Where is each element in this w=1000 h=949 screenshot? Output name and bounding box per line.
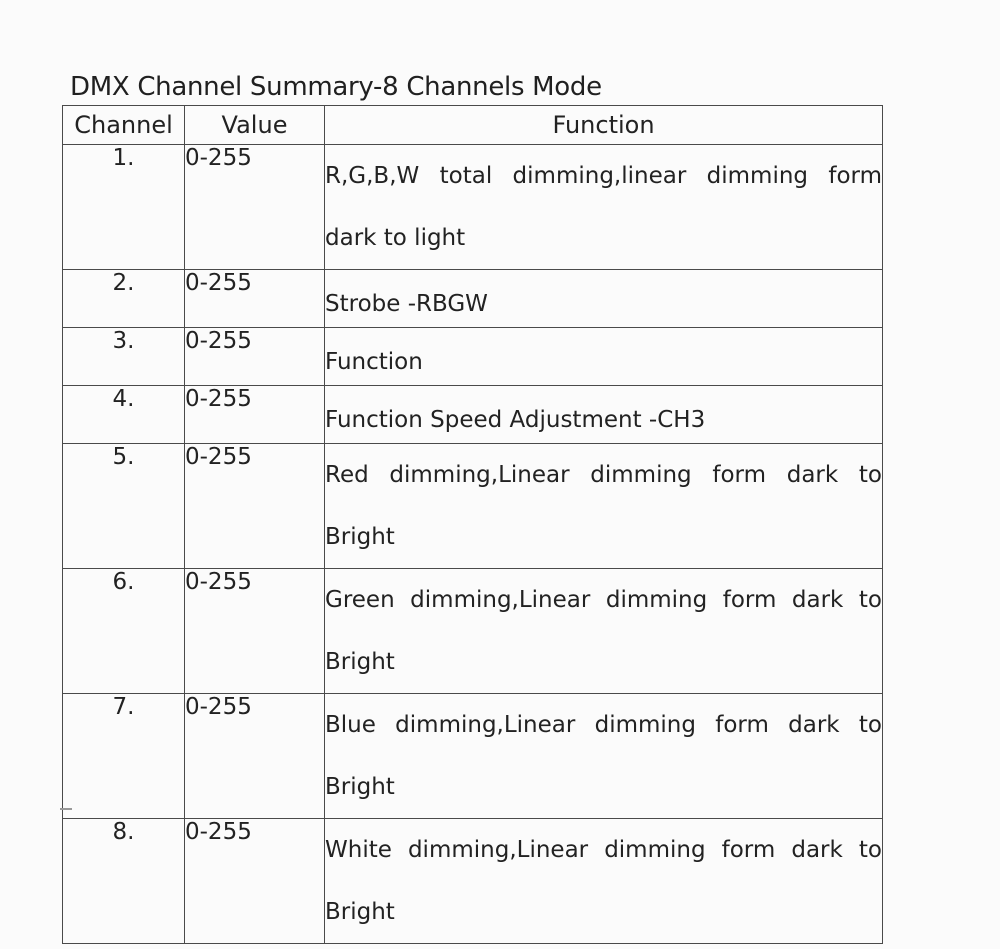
header-value: Value bbox=[185, 106, 325, 145]
channel-cell: 8. bbox=[63, 819, 185, 944]
function-cell: Function Speed Adjustment -CH3 bbox=[325, 386, 883, 444]
channel-cell: 6. bbox=[63, 569, 185, 694]
header-channel: Channel bbox=[63, 106, 185, 145]
channel-cell: 3. bbox=[63, 328, 185, 386]
channel-cell: 1. bbox=[63, 145, 185, 270]
page-margin-mark bbox=[60, 808, 72, 810]
table-title: DMX Channel Summary-8 Channels Mode bbox=[70, 72, 602, 102]
function-cell: Strobe -RBGW bbox=[325, 270, 883, 328]
value-cell: 0-255 bbox=[185, 444, 325, 569]
table-row bbox=[63, 819, 883, 944]
table-row bbox=[63, 386, 883, 444]
table-row bbox=[63, 694, 883, 819]
channel-cell: 4. bbox=[63, 386, 185, 444]
table-row bbox=[63, 328, 883, 386]
function-cell: White dimming,Linear dimming form dark to Bright bbox=[325, 819, 883, 944]
table-row bbox=[63, 569, 883, 694]
table-row bbox=[63, 444, 883, 569]
dmx-channel-table bbox=[62, 105, 883, 944]
value-cell: 0-255 bbox=[185, 386, 325, 444]
value-cell: 0-255 bbox=[185, 270, 325, 328]
value-cell: 0-255 bbox=[185, 819, 325, 944]
function-cell: Function bbox=[325, 328, 883, 386]
function-cell: Blue dimming,Linear dimming form dark to Bright bbox=[325, 694, 883, 819]
table-row bbox=[63, 145, 883, 270]
function-cell: Green dimming,Linear dimming form dark to Bright bbox=[325, 569, 883, 694]
channel-cell: 2. bbox=[63, 270, 185, 328]
function-cell: R,G,B,W total dimming,linear dimming form dark to light bbox=[325, 145, 883, 270]
function-cell: Red dimming,Linear dimming form dark to Bright bbox=[325, 444, 883, 569]
value-cell: 0-255 bbox=[185, 328, 325, 386]
value-cell: 0-255 bbox=[185, 569, 325, 694]
value-cell: 0-255 bbox=[185, 694, 325, 819]
table-row bbox=[63, 270, 883, 328]
table-header-row bbox=[63, 106, 883, 145]
header-function: Function bbox=[325, 106, 883, 145]
value-cell: 0-255 bbox=[185, 145, 325, 270]
channel-cell: 7. bbox=[63, 694, 185, 819]
channel-cell: 5. bbox=[63, 444, 185, 569]
